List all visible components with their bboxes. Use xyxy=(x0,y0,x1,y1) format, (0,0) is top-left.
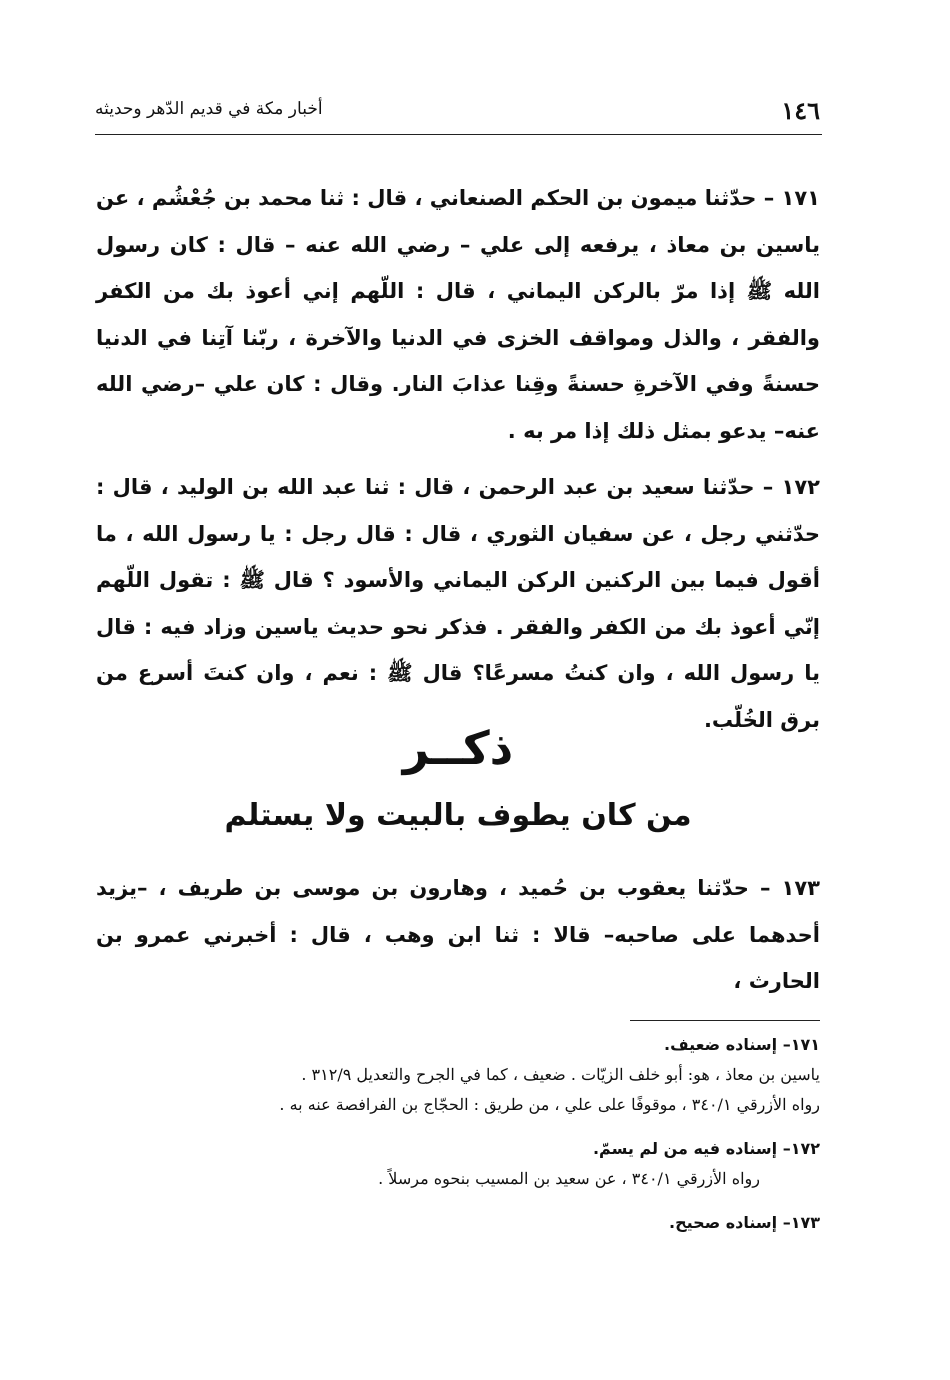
footnote-171 xyxy=(96,1030,820,1120)
hadith-173: ١٧٣ – حدّثنا يعقوب بن حُميد ، وهارون بن موسى بن طريف ، –يزيد أحدهما على صاحبه– قالا : ثنا ابن وهب ، قال : أخبرني عمرو بن الحارث ، xyxy=(96,876,820,993)
footnote-heading: ١٧٣– إسناده صحيح. xyxy=(669,1213,820,1232)
section-heading-word: ذكــر xyxy=(402,721,514,775)
footnote-divider xyxy=(630,1020,820,1021)
section-heading-title: من كان يطوف بالبيت ولا يستلم xyxy=(224,798,692,833)
footnote-heading: ١٧٢– إسناده فيه من لم يسمّ. xyxy=(592,1139,820,1158)
footnote-heading: ١٧١– إسناده ضعيف. xyxy=(663,1035,820,1054)
footnote-line: ياسين بن معاذ ، هو: أبو خلف الزيّات . ضعيف ، كما في الجرح والتعديل ٣١٢/٩ . xyxy=(301,1065,820,1084)
header-divider xyxy=(95,134,822,135)
section-heading xyxy=(96,718,820,836)
main-text-block-2 xyxy=(96,865,820,1005)
footnotes xyxy=(96,1030,820,1238)
running-header xyxy=(95,96,820,130)
footnote-line: رواه الأزرقي ٣٤٠/١ ، عن سعيد بن المسيب بنحوه مرسلاً . xyxy=(378,1169,760,1188)
footnote-line: رواه الأزرقي ٣٤٠/١ ، موقوفًا على علي ، من طريق : الحجّاج بن الفرافصة عنه به . xyxy=(279,1095,820,1114)
footnote-173 xyxy=(96,1208,820,1238)
main-text-block xyxy=(96,175,820,743)
hadith-172: ١٧٢ – حدّثنا سعيد بن عبد الرحمن ، قال : ثنا عبد الله بن الوليد ، قال : حدّثني رجل ، عن سفيان الثوري ، قال : قال رجل : يا رسول الله ، ما أقول فيما بين الركنين الركن اليماني والأسود ؟ قال ﷺ : تقول اللّهم إنّي أعوذ بك من الكفر والفقر . فذكر نحو حديث ياسين وزاد فيه : قال يا رسول الله ، وان كنتُ مسرعًا؟ قال ﷺ : نعم ، وان كنتَ أسرع من برق الخُلّب. xyxy=(96,475,820,732)
running-title: أخبار مكة في قديم الدّهر وحديثه xyxy=(95,99,323,119)
footnote-172 xyxy=(96,1134,820,1194)
page-number: ١٤٦ xyxy=(781,96,820,125)
hadith-171: ١٧١ – حدّثنا ميمون بن الحكم الصنعاني ، قال : ثنا محمد بن جُعْشُم ، عن ياسين بن معاذ ، يرفعه إلى علي – رضي الله عنه – قال : كان رسول الله ﷺ إذا مرّ بالركن اليماني ، قال : اللّهم إني أعوذ بك من الكفر والفقر ، والذل ومواقف الخزى في الدنيا والآخرة ، ربّنا آتِنا في الدنيا حسنةً وفي الآخرةِ حسنةً وقِنا عذابَ النار. وقال : كان علي –رضي الله عنه– يدعو بمثل ذلك إذا مر به . xyxy=(96,186,820,443)
